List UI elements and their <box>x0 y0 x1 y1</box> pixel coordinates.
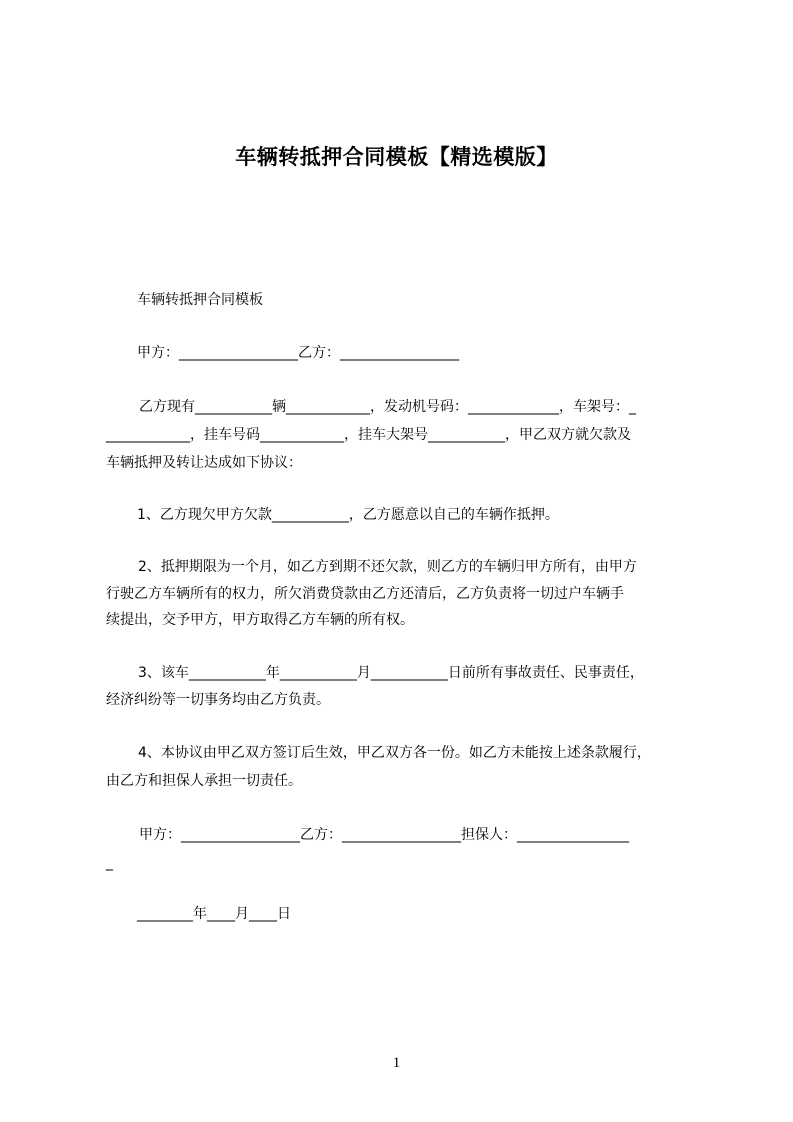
clause-2-line-1: 2、抵押期限为一个月，如乙方到期不还欠款，则乙方的车辆归甲方所有，由甲方 <box>138 559 637 575</box>
clause-1-line-1: 1、乙方现欠甲方欠款___________，乙方愿意以自己的车辆作抵押。 <box>137 507 559 523</box>
clause-4-line-2: 由乙方和担保人承担一切责任。 <box>106 773 302 789</box>
signature-line: 甲方：_________________乙方：_________________担保人：________________ <box>139 827 629 843</box>
clause-3-line-1: 3、该车___________年___________月___________日前所有事故责任、民事责任， <box>138 665 644 681</box>
intro-line-3: 车辆抵押及转让达成如下协议： <box>106 455 302 471</box>
date-line: ________年____月____日 <box>137 906 291 922</box>
clause-3-line-2: 经济纠纷等一切事务均由乙方负责。 <box>106 692 330 708</box>
document-title: 车辆转抵押合同模板【精选模版】 <box>235 145 558 169</box>
clause-4-line-1: 4、本协议由甲乙双方签订后生效，甲乙双方各一份。如乙方未能按上述条款履行， <box>138 745 651 761</box>
intro-line-1: 乙方现有___________辆____________，发动机号码：_____________，车架号：_ <box>139 399 636 415</box>
clause-2-line-3: 续提出，交予甲方，甲方取得乙方车辆的所有权。 <box>106 612 414 628</box>
page-number: 1 <box>392 1055 401 1071</box>
parties-line: 甲方：_________________乙方：_________________ <box>137 345 459 361</box>
document-subtitle: 车辆转抵押合同模板 <box>137 292 263 308</box>
clause-2-line-2: 行驶乙方车辆所有的权力，所欠消费贷款由乙方还清后，乙方负责将一切过户车辆手 <box>106 586 624 602</box>
signature-line-continuation: _ <box>106 855 113 871</box>
intro-line-2: ____________，挂车号码____________，挂车大架号___________，甲乙双方就欠款及 <box>106 427 631 443</box>
